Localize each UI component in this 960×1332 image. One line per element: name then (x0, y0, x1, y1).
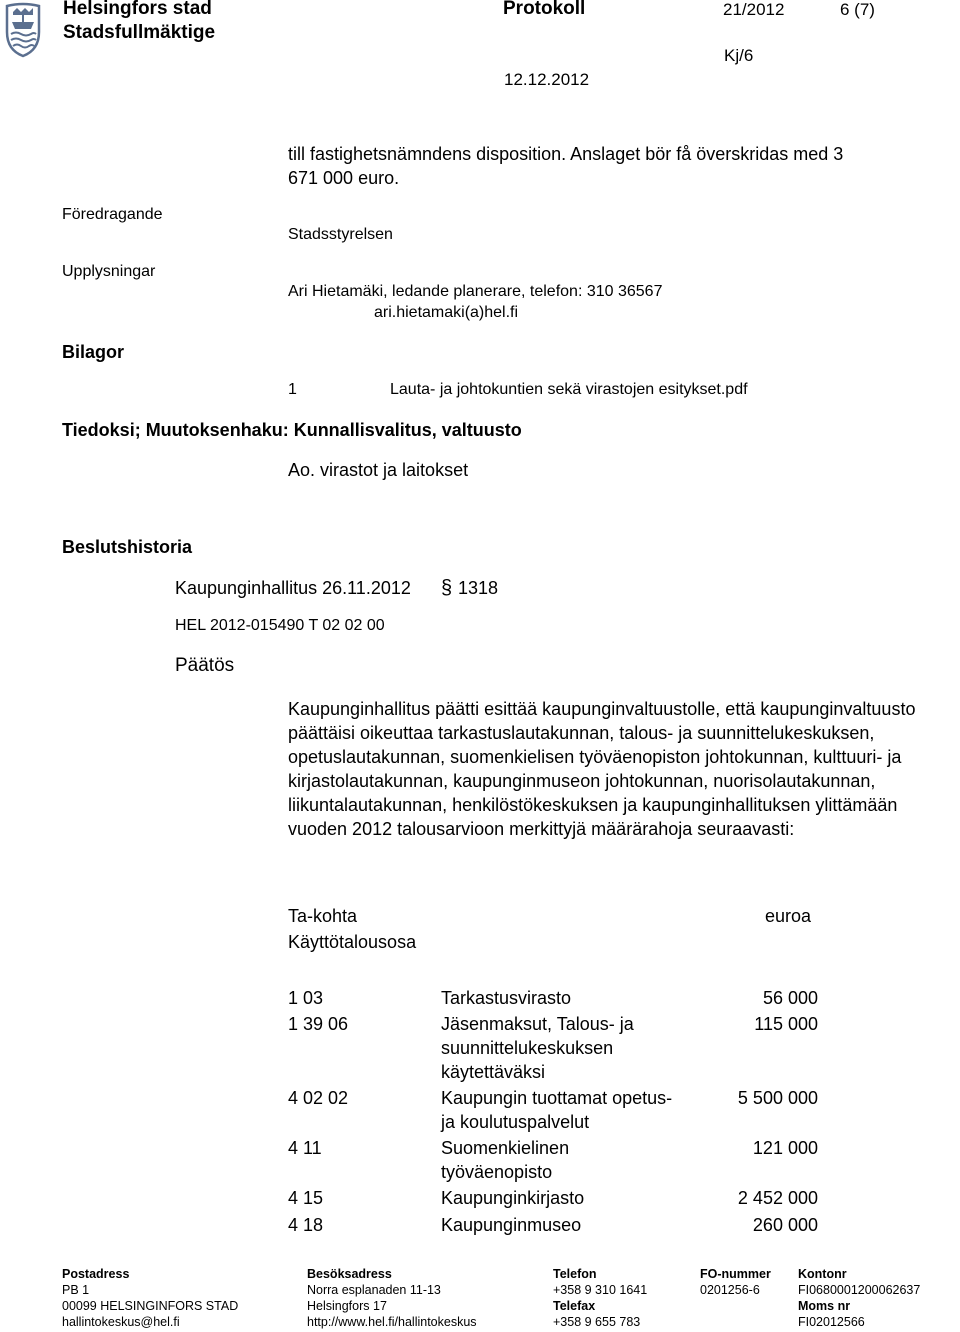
attachment-link[interactable]: Lauta- ja johtokuntien sekä virastojen esitykset.pdf (390, 381, 748, 398)
meeting-date: 12.12.2012 (504, 70, 590, 89)
history-reference: HEL 2012-015490 T 02 02 00 (175, 617, 385, 634)
page-footer (0, 1266, 960, 1332)
intro-line-1: till fastighetsnämndens disposition. Anslaget bör få överskridas med 3 (288, 144, 844, 164)
footer-phone (553, 1266, 647, 1330)
decision-label: Päätös (175, 655, 235, 676)
footer-postal-city: 00099 HELSINGINFORS STAD (62, 1299, 239, 1313)
row-amount: 260 000 (752, 1215, 818, 1235)
page-number: 6 (7) (840, 0, 875, 19)
presenter-label: Föredragande (62, 206, 163, 223)
org-body: Stadsfullmäktige (63, 22, 216, 43)
footer-fax-label: Telefax (553, 1299, 596, 1313)
footer-account-label: Kontonr (798, 1267, 847, 1281)
row-description: Jäsenmaksut, Talous- ja suunnittelukeskuksen käytettäväksi (441, 1014, 634, 1082)
notice-heading: Tiedoksi; Muutoksenhaku: Kunnallisvalitus, valtuusto (62, 420, 522, 440)
city-crest (4, 2, 42, 58)
footer-phone-number: +358 9 310 1641 (553, 1283, 648, 1297)
footer-fo-number: 0201256-6 (700, 1283, 760, 1297)
doc-number: 21/2012 (723, 0, 785, 19)
section-mark-icon: § (441, 577, 453, 599)
row-amount: 2 452 000 (737, 1188, 818, 1208)
row-description: Kaupunginkirjasto (441, 1188, 585, 1208)
section-code: Kj/6 (724, 46, 754, 65)
history-item-number: 1318 (458, 578, 499, 598)
info-label: Upplysningar (62, 263, 156, 280)
footer-visit-street: Norra esplanaden 11-13 (307, 1283, 441, 1297)
footer-fax-number: +358 9 655 783 (553, 1315, 641, 1329)
info-contact: Ari Hietamäki, ledande planerare, telefon: 310 36567 (288, 283, 663, 300)
history-meeting: Kaupunginhallitus 26.11.2012 (175, 578, 411, 598)
row-amount: 56 000 (762, 988, 818, 1008)
notice-recipient: Ao. virastot ja laitokset (288, 460, 469, 480)
row-description: Kaupunginmuseo (441, 1215, 582, 1235)
row-code: 4 11 (288, 1138, 322, 1158)
footer-visit-label: Besöksadress (307, 1267, 392, 1281)
footer-website-link[interactable]: http://www.hel.fi/hallintokeskus (307, 1315, 477, 1329)
row-code: 4 15 (288, 1188, 324, 1208)
presenter-value: Stadsstyrelsen (288, 226, 393, 243)
row-description: Tarkastusvirasto (441, 988, 572, 1008)
footer-phone-label: Telefon (553, 1267, 597, 1281)
footer-visit-city: Helsingfors 17 (307, 1299, 387, 1313)
row-description: Kaupungin tuottamat opetus- ja koulutuspalvelut (441, 1088, 673, 1132)
row-code: 4 18 (288, 1215, 324, 1235)
org-name: Helsingfors stad (63, 0, 212, 19)
row-amount: 115 000 (754, 1014, 818, 1034)
row-code: 1 39 06 (288, 1014, 349, 1034)
footer-fo (700, 1266, 771, 1298)
footer-fo-label: FO-nummer (700, 1267, 771, 1281)
info-email: ari.hietamaki(a)hel.fi (374, 304, 519, 321)
helsinki-crest-icon (4, 2, 42, 58)
footer-email-link[interactable]: hallintokeskus@hel.fi (62, 1315, 180, 1329)
footer-postal-label: Postadress (62, 1267, 130, 1281)
row-amount: 5 500 000 (737, 1088, 818, 1108)
footer-visit (307, 1266, 477, 1330)
row-amount: 121 000 (752, 1138, 818, 1158)
decision-text: Kaupunginhallitus päätti esittää kaupunginvaltuustolle, että kaupunginvaltuusto päättäisi oikeuttaa tarkastuslautakunnan, talous- ja suunnittelukeskuksen, opetuslautakunnan, suomenkielisen työväenopiston johtokunnan, kulttuuri- ja kirjastolautakunnan, kaupunginmuseon johtokunnan, nuorisolautakunnan, liikuntalautakunnan, henkilöstökeskuksen ja kaupunginhallituksen ylittämään vuoden 2012 talousarvioon merkittyjä määrärahoja seuraavasti: (288, 699, 916, 839)
footer-account (798, 1266, 920, 1330)
row-description: Suomenkielinen työväenopisto (441, 1138, 570, 1182)
footer-vat-label: Moms nr (798, 1299, 851, 1313)
history-heading: Beslutshistoria (62, 537, 193, 557)
doc-type: Protokoll (503, 0, 586, 19)
budget-col-amount: euroa (765, 906, 812, 926)
footer-postal (62, 1266, 238, 1330)
budget-col-item: Ta-kohta (288, 906, 358, 926)
footer-vat-number: FI02012566 (798, 1315, 865, 1329)
footer-account-number: FI0680001200062637 (798, 1283, 921, 1297)
row-code: 1 03 (288, 988, 324, 1008)
footer-postal-box: PB 1 (62, 1283, 90, 1297)
attachments-label: Bilagor (62, 342, 125, 362)
intro-line-2: 671 000 euro. (288, 168, 400, 188)
row-code: 4 02 02 (288, 1088, 349, 1108)
budget-subheading: Käyttötalousosa (288, 932, 417, 952)
attachment-number: 1 (288, 381, 297, 398)
